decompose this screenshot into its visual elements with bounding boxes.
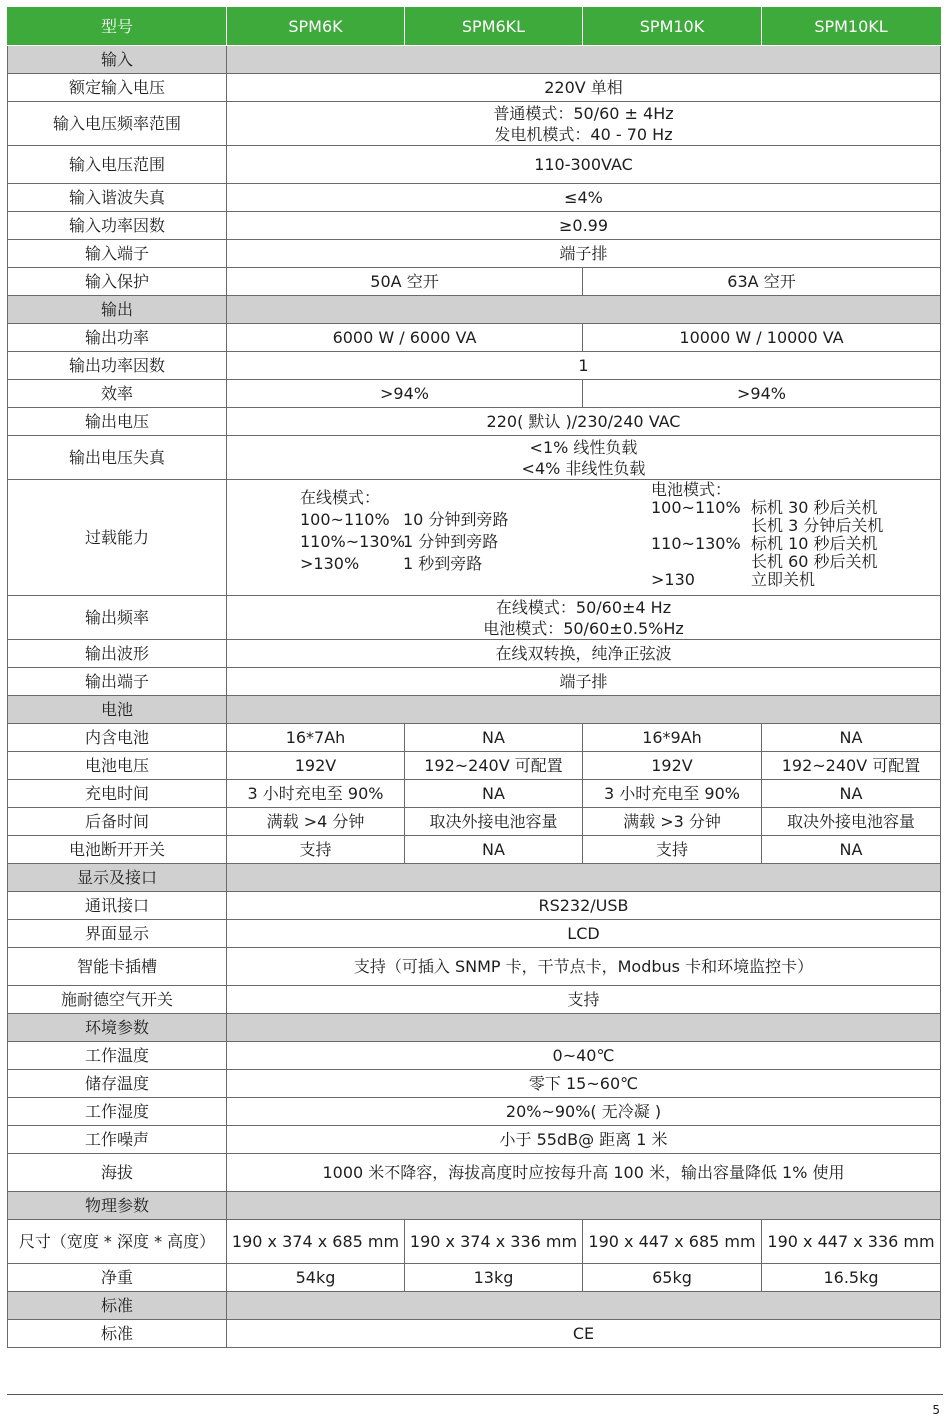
overload-desc: 10 分钟到旁路 [403, 510, 509, 529]
overload-battery-line [651, 553, 883, 571]
value-line: 电池模式：50/60±0.5%Hz [483, 618, 684, 638]
row-label: 智能卡插槽 [8, 948, 227, 986]
spec-table [7, 7, 941, 1348]
overload-battery-line [651, 499, 883, 517]
header-model-spm6kl: SPM6KL [405, 8, 583, 46]
row-value [227, 436, 941, 480]
row-operating-temp [8, 1042, 941, 1070]
row-standard [8, 1320, 941, 1348]
section-display [8, 864, 941, 892]
cell-spm10kl: 190 x 447 x 336 mm [762, 1220, 941, 1264]
cell-spm10k: 16*9Ah [583, 724, 762, 752]
row-internal-battery [8, 724, 941, 752]
overload-online-line [300, 531, 508, 553]
row-humidity [8, 1098, 941, 1126]
section-title: 电池 [8, 696, 227, 724]
row-label: 输入电压范围 [8, 146, 227, 184]
section-title: 输出 [8, 296, 227, 324]
overload-range: >130% [300, 554, 360, 573]
row-battery-switch [8, 836, 941, 864]
value-line: 在线模式：50/60±4 Hz [495, 597, 672, 617]
section-title: 物理参数 [8, 1192, 227, 1220]
row-overload [8, 480, 941, 596]
overload-battery-line [651, 571, 883, 589]
row-output-terminal [8, 668, 941, 696]
cell-spm6kl: 取决外接电池容量 [405, 808, 583, 836]
row-label: 通讯接口 [8, 892, 227, 920]
header-model-spm10kl: SPM10KL [762, 8, 941, 46]
row-value: 110-300VAC [227, 146, 941, 184]
row-label: 施耐德空气开关 [8, 986, 227, 1014]
row-input-pf [8, 212, 941, 240]
row-label: 额定输入电压 [8, 74, 227, 102]
overload-range: 100~110% [300, 510, 390, 529]
row-label: 电池电压 [8, 752, 227, 780]
row-input-voltage-range [8, 146, 941, 184]
row-storage-temp [8, 1070, 941, 1098]
row-value: 0~40℃ [227, 1042, 941, 1070]
row-label: 工作湿度 [8, 1098, 227, 1126]
row-value: ≥0.99 [227, 212, 941, 240]
row-label: 输出功率 [8, 324, 227, 352]
row-label: 输入保护 [8, 268, 227, 296]
section-title: 输入 [8, 46, 227, 74]
overload-desc: 长机 60 秒后关机 [751, 552, 878, 571]
row-label: 尺寸（宽度 * 深度 * 高度） [8, 1220, 227, 1264]
row-input-terminal [8, 240, 941, 268]
row-value-10k: 10000 W / 10000 VA [583, 324, 941, 352]
value-line: 发电机模式：40 - 70 Hz [494, 124, 673, 144]
row-label: 输入电压频率范围 [8, 102, 227, 146]
row-noise [8, 1126, 941, 1154]
row-label: 效率 [8, 380, 227, 408]
section-title: 环境参数 [8, 1014, 227, 1042]
row-label: 工作噪声 [8, 1126, 227, 1154]
value-line: <4% 非线性负载 [521, 458, 646, 478]
row-value: RS232/USB [227, 892, 941, 920]
row-comm-interface [8, 892, 941, 920]
cell-spm10k: 192V [583, 752, 762, 780]
value-line: 普通模式：50/60 ± 4Hz [493, 103, 674, 123]
row-dimensions [8, 1220, 941, 1264]
overload-online-line [300, 553, 508, 575]
row-value: 零下 15~60℃ [227, 1070, 941, 1098]
row-value: 小于 55dB@ 距离 1 米 [227, 1126, 941, 1154]
row-label: 过载能力 [8, 480, 227, 596]
overload-desc: 1 分钟到旁路 [403, 532, 499, 551]
row-label: 输出波形 [8, 640, 227, 668]
row-value: CE [227, 1320, 941, 1348]
cell-spm6kl: 190 x 374 x 336 mm [405, 1220, 583, 1264]
row-value: 端子排 [227, 240, 941, 268]
cell-spm6k: 54kg [227, 1264, 405, 1292]
row-output-voltage [8, 408, 941, 436]
row-label: 标准 [8, 1320, 227, 1348]
header-row [8, 8, 941, 46]
row-ui-display [8, 920, 941, 948]
cell-spm10kl: 192~240V 可配置 [762, 752, 941, 780]
overload-battery-line [651, 517, 883, 535]
row-label: 内含电池 [8, 724, 227, 752]
row-altitude [8, 1154, 941, 1192]
row-value: 在线双转换，纯净正弦波 [227, 640, 941, 668]
overload-range: 110%~130% [300, 532, 405, 551]
cell-spm10k: 190 x 447 x 685 mm [583, 1220, 762, 1264]
overload-desc: 标机 10 秒后关机 [751, 534, 878, 553]
row-label: 输出电压失真 [8, 436, 227, 480]
overload-online [300, 487, 508, 575]
row-net-weight [8, 1264, 941, 1292]
section-input [8, 46, 941, 74]
overload-desc: 1 秒到旁路 [403, 554, 483, 573]
cell-spm6kl: NA [405, 780, 583, 808]
row-smart-card-slot [8, 948, 941, 986]
row-value: 端子排 [227, 668, 941, 696]
overload-battery-title: 电池模式： [651, 480, 732, 499]
cell-spm10kl: 取决外接电池容量 [762, 808, 941, 836]
row-label: 电池断开开关 [8, 836, 227, 864]
section-environment [8, 1014, 941, 1042]
row-output-waveform [8, 640, 941, 668]
row-value-10k: 63A 空开 [583, 268, 941, 296]
row-value: 20%~90%( 无冷凝 ) [227, 1098, 941, 1126]
row-label: 净重 [8, 1264, 227, 1292]
row-value-6k: >94% [227, 380, 583, 408]
row-value: 支持（可插入 SNMP 卡，干节点卡，Modbus 卡和环境监控卡） [227, 948, 941, 986]
row-value: LCD [227, 920, 941, 948]
overload-online-line [300, 509, 508, 531]
row-value [227, 596, 941, 640]
cell-spm6k: 支持 [227, 836, 405, 864]
row-label: 工作温度 [8, 1042, 227, 1070]
header-model-spm6k: SPM6K [227, 8, 405, 46]
row-label: 后备时间 [8, 808, 227, 836]
row-backup-time [8, 808, 941, 836]
cell-spm10kl: 16.5kg [762, 1264, 941, 1292]
overload-range: 100~110% [651, 498, 741, 517]
row-battery-voltage [8, 752, 941, 780]
row-label: 海拔 [8, 1154, 227, 1192]
row-label: 输出功率因数 [8, 352, 227, 380]
row-value-6k: 6000 W / 6000 VA [227, 324, 583, 352]
cell-spm6kl: 192~240V 可配置 [405, 752, 583, 780]
section-title: 标准 [8, 1292, 227, 1320]
row-output-pf [8, 352, 941, 380]
row-label: 储存温度 [8, 1070, 227, 1098]
section-standard [8, 1292, 941, 1320]
row-output-distortion [8, 436, 941, 480]
overload-desc: 立即关机 [751, 570, 816, 589]
row-value-10k: >94% [583, 380, 941, 408]
row-output-power [8, 324, 941, 352]
overload-desc: 标机 30 秒后关机 [751, 498, 878, 517]
section-title: 显示及接口 [8, 864, 227, 892]
cell-spm6k: 3 小时充电至 90% [227, 780, 405, 808]
footer-divider [7, 1394, 943, 1395]
row-value: 220( 默认 )/230/240 VAC [227, 408, 941, 436]
cell-spm6k: 16*7Ah [227, 724, 405, 752]
cell-spm10kl: NA [762, 780, 941, 808]
row-input-protection [8, 268, 941, 296]
cell-spm10k: 65kg [583, 1264, 762, 1292]
overload-battery-line [651, 535, 883, 553]
cell-spm6kl: NA [405, 836, 583, 864]
row-input-thd [8, 184, 941, 212]
row-label: 输出频率 [8, 596, 227, 640]
cell-spm10kl: NA [762, 724, 941, 752]
cell-spm6kl: 13kg [405, 1264, 583, 1292]
overload-online-title: 在线模式： [300, 488, 381, 507]
header-model-label: 型号 [8, 8, 227, 46]
overload-value [227, 480, 941, 596]
row-label: 界面显示 [8, 920, 227, 948]
row-label: 输出电压 [8, 408, 227, 436]
overload-range: 110~130% [651, 534, 741, 553]
row-efficiency [8, 380, 941, 408]
cell-spm6k: 190 x 374 x 685 mm [227, 1220, 405, 1264]
cell-spm10k: 满载 >3 分钟 [583, 808, 762, 836]
cell-spm10kl: NA [762, 836, 941, 864]
value-line: <1% 线性负载 [529, 437, 638, 457]
overload-range: >130 [651, 570, 695, 589]
row-output-frequency [8, 596, 941, 640]
row-value: 1000 米不降容，海拔高度时应按每升高 100 米，输出容量降低 1% 使用 [227, 1154, 941, 1192]
row-input-frequency-range [8, 102, 941, 146]
section-physical [8, 1192, 941, 1220]
row-label: 输入端子 [8, 240, 227, 268]
header-model-spm10k: SPM10K [583, 8, 762, 46]
cell-spm6k: 满载 >4 分钟 [227, 808, 405, 836]
row-value [227, 102, 941, 146]
cell-spm6kl: NA [405, 724, 583, 752]
row-label: 输入功率因数 [8, 212, 227, 240]
section-output [8, 296, 941, 324]
row-label: 输入谐波失真 [8, 184, 227, 212]
cell-spm10k: 3 小时充电至 90% [583, 780, 762, 808]
row-value-6k: 50A 空开 [227, 268, 583, 296]
row-value: 支持 [227, 986, 941, 1014]
overload-battery [651, 481, 883, 589]
row-air-breaker [8, 986, 941, 1014]
cell-spm6k: 192V [227, 752, 405, 780]
row-value: 220V 单相 [227, 74, 941, 102]
row-label: 充电时间 [8, 780, 227, 808]
row-label: 输出端子 [8, 668, 227, 696]
row-value: 1 [227, 352, 941, 380]
section-battery [8, 696, 941, 724]
row-charge-time [8, 780, 941, 808]
overload-desc: 长机 3 分钟后关机 [751, 516, 884, 535]
row-value: ≤4% [227, 184, 941, 212]
page-number: 5 [932, 1403, 940, 1417]
cell-spm10k: 支持 [583, 836, 762, 864]
row-rated-input-voltage [8, 74, 941, 102]
